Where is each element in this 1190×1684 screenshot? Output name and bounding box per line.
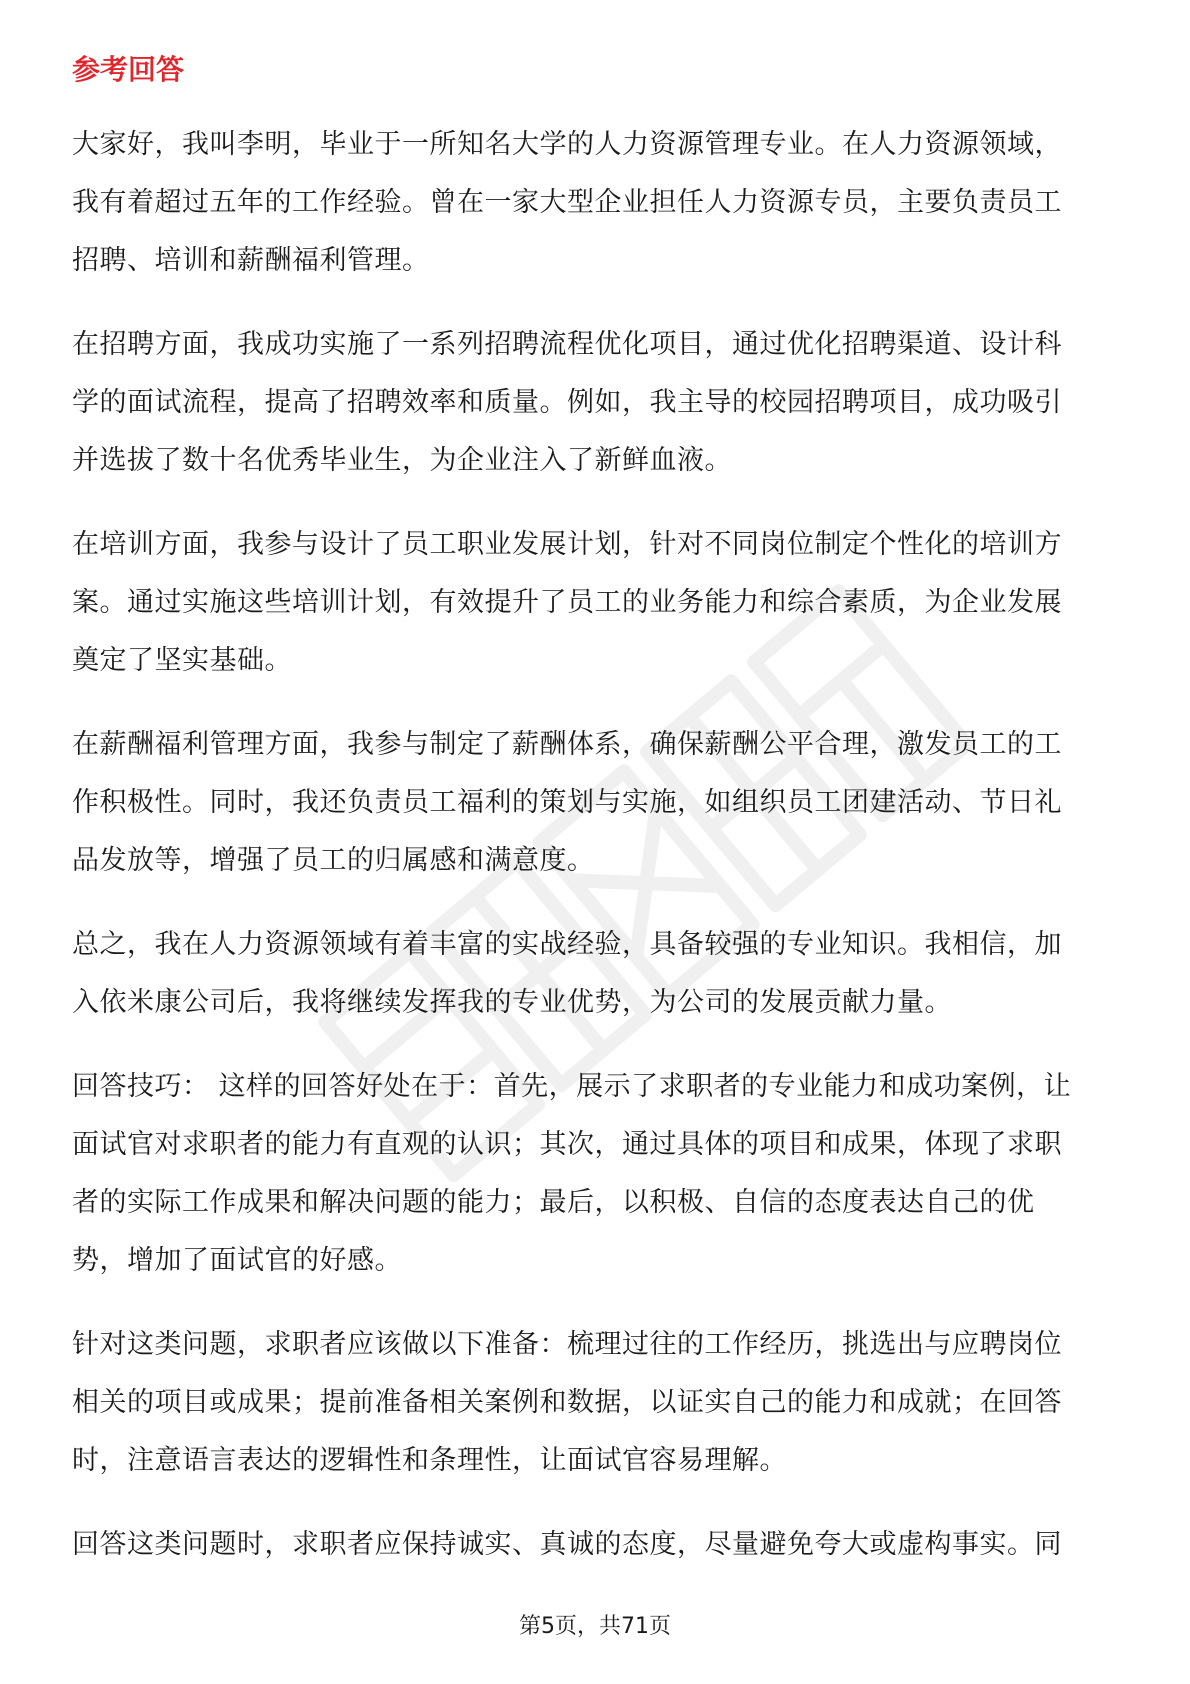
- answer-content: [72, 116, 1120, 1600]
- text-line: 入依米康公司后，我将继续发挥我的专业优势，为公司的发展贡献力量。: [72, 987, 952, 1018]
- text-line: 时，注意语言表达的逻辑性和条理性，让面试官容易理解。: [72, 1445, 787, 1476]
- text-line: 在培训方面，我参与设计了员工职业发展计划，针对不同岗位制定个性化的培训方: [72, 529, 1062, 560]
- paragraph: [72, 316, 1120, 490]
- text-line: 相关的项目或成果；提前准备相关案例和数据，以证实自己的能力和成就；在回答: [72, 1387, 1062, 1418]
- paragraph: [72, 916, 1120, 1032]
- text-line: 奠定了坚实基础。: [72, 645, 292, 676]
- text-line: 大家好，我叫李明，毕业于一所知名大学的人力资源管理专业。在人力资源领域，: [72, 129, 1062, 160]
- text-line: 回答技巧： 这样的回答好处在于：首先，展示了求职者的专业能力和成功案例，让: [72, 1071, 1072, 1102]
- text-line: 在薪酬福利管理方面，我参与制定了薪酬体系，确保薪酬公平合理，激发员工的工: [72, 729, 1062, 760]
- paragraph: [72, 716, 1120, 890]
- text-line: 回答这类问题时，求职者应保持诚实、真诚的态度，尽量避免夸大或虚构事实。同: [72, 1529, 1062, 1560]
- paragraph: [72, 1058, 1120, 1290]
- paragraph: [72, 516, 1120, 690]
- text-line: 总之，我在人力资源领域有着丰富的实战经验，具备较强的专业知识。我相信，加: [72, 929, 1062, 960]
- text-line: 作积极性。同时，我还负责员工福利的策划与实施，如组织员工团建活动、节日礼: [72, 787, 1062, 818]
- text-line: 学的面试流程，提高了招聘效率和质量。例如，我主导的校园招聘项目，成功吸引: [72, 387, 1062, 418]
- text-line: 针对这类问题，求职者应该做以下准备：梳理过往的工作经历，挑选出与应聘岗位: [72, 1329, 1062, 1360]
- text-line: 并选拔了数十名优秀毕业生，为企业注入了新鲜血液。: [72, 445, 732, 476]
- section-heading: 参考回答: [72, 53, 185, 86]
- text-line: 势，增加了面试官的好感。: [72, 1245, 402, 1276]
- text-line: 招聘、培训和薪酬福利管理。: [72, 245, 430, 276]
- text-line: 我有着超过五年的工作经验。曾在一家大型企业担任人力资源专员，主要负责员工: [72, 187, 1062, 218]
- text-line: 在招聘方面，我成功实施了一系列招聘流程优化项目，通过优化招聘渠道、设计科: [72, 329, 1062, 360]
- text-line: 面试官对求职者的能力有直观的认识；其次，通过具体的项目和成果，体现了求职: [72, 1129, 1062, 1160]
- paragraph: [72, 1316, 1120, 1490]
- paragraph: [72, 116, 1120, 290]
- paragraph: [72, 1516, 1120, 1574]
- text-line: 案。通过实施这些培训计划，有效提升了员工的业务能力和综合素质，为企业发展: [72, 587, 1062, 618]
- text-line: 品发放等，增强了员工的归属感和满意度。: [72, 845, 595, 876]
- text-line: 者的实际工作成果和解决问题的能力；最后，以积极、自信的态度表达自己的优: [72, 1187, 1035, 1218]
- page-number: 第5页，共71页: [519, 1614, 671, 1639]
